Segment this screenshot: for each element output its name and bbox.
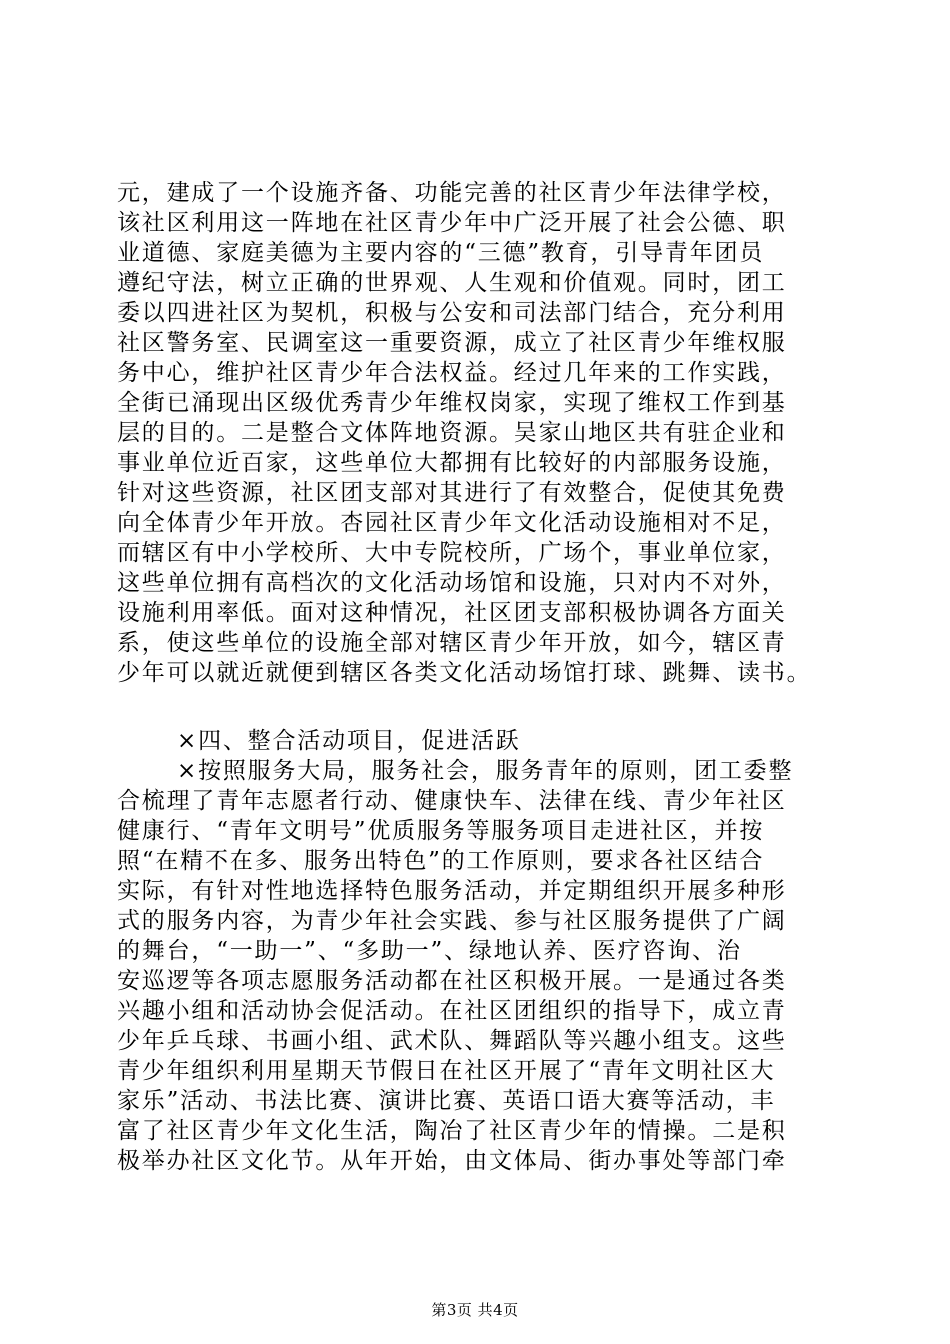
paragraph-line: 社区警务室、民调室这一重要资源，成立了社区青少年维权服 [117,330,787,356]
page-number-footer: 第3页 共4页 [431,1301,519,1319]
paragraph-line: 业道德、家庭美德为主要内容的“三德”教育，引导青年团员 [117,240,765,266]
paragraph-line: 合梳理了青年志愿者行动、健康快车、法律在线、青少年社区 [117,788,787,814]
paragraph-line: 元，建成了一个设施齐备、功能完善的社区青少年法律学校， [117,180,787,206]
paragraph-line: 这些单位拥有高档次的文化活动场馆和设施，只对内不对外， [117,570,787,596]
paragraph-line: 针对这些资源，社区团支部对其进行了有效整合，促使其免费 [117,480,787,506]
paragraph-line: 青少年组织利用星期天节假日在社区开展了“青年文明社区大 [117,1058,776,1084]
paragraph-line: 富了社区青少年文化生活，陶冶了社区青少年的情操。二是积 [117,1118,787,1144]
paragraph-line: 照“在精不在多、服务出特色”的工作原则，要求各社区结合 [117,848,765,874]
paragraph-line: 而辖区有中小学校所、大中专院校所，广场个，事业单位家， [117,540,787,566]
section-heading: ×四、整合活动项目，促进活跃 [177,728,521,754]
paragraph-line: 委以四进社区为契机，积极与公安和司法部门结合，充分利用 [117,300,787,326]
paragraph-line: 向全体青少年开放。杏园社区青少年文化活动设施相对不足， [117,510,787,536]
paragraph-line: 实际，有针对性地选择特色服务活动，并定期组织开展多种形 [117,878,787,904]
paragraph-line: 兴趣小组和活动协会促活动。在社区团组织的指导下，成立青 [117,998,787,1024]
paragraph-line: 事业单位近百家，这些单位大都拥有比较好的内部服务设施， [117,450,787,476]
paragraph-line: 务中心，维护社区青少年合法权益。经过几年来的工作实践， [117,360,787,386]
paragraph-line: 少年乒乓球、书画小组、武术队、舞蹈队等兴趣小组支。这些 [117,1028,787,1054]
paragraph-line: 层的目的。二是整合文体阵地资源。吴家山地区共有驻企业和 [117,420,787,446]
paragraph-line: 极举办社区文化节。从年开始，由文体局、街办事处等部门牵 [117,1148,787,1174]
paragraph-line: ×按照服务大局，服务社会，服务青年的原则，团工委整 [177,758,794,784]
paragraph-line: 全街已涌现出区级优秀青少年维权岗家，实现了维权工作到基 [117,390,787,416]
paragraph-line: 该社区利用这一阵地在社区青少年中广泛开展了社会公德、职 [117,210,787,236]
paragraph-line: 家乐”活动、书法比赛、演讲比赛、英语口语大赛等活动，丰 [117,1088,776,1114]
paragraph-line: 式的服务内容，为青少年社会实践、参与社区服务提供了广阔 [117,908,787,934]
paragraph-line: 系，使这些单位的设施全部对辖区青少年开放，如今，辖区青 [117,630,787,656]
paragraph-line: 设施利用率低。面对这种情况，社区团支部积极协调各方面关 [117,600,787,626]
paragraph-line: 健康行、“青年文明号”优质服务等服务项目走进社区，并按 [117,818,765,844]
paragraph-line: 安巡逻等各项志愿服务活动都在社区积极开展。一是通过各类 [117,968,787,994]
paragraph-line: 少年可以就近就便到辖区各类文化活动场馆打球、跳舞、读书。 [117,660,812,686]
paragraph-line: 遵纪守法，树立正确的世界观、人生观和价值观。同时，团工 [117,270,787,296]
paragraph-line: 的舞台，“一助一”、“多助一”、绿地认养、医疗咨询、治 [117,938,742,964]
